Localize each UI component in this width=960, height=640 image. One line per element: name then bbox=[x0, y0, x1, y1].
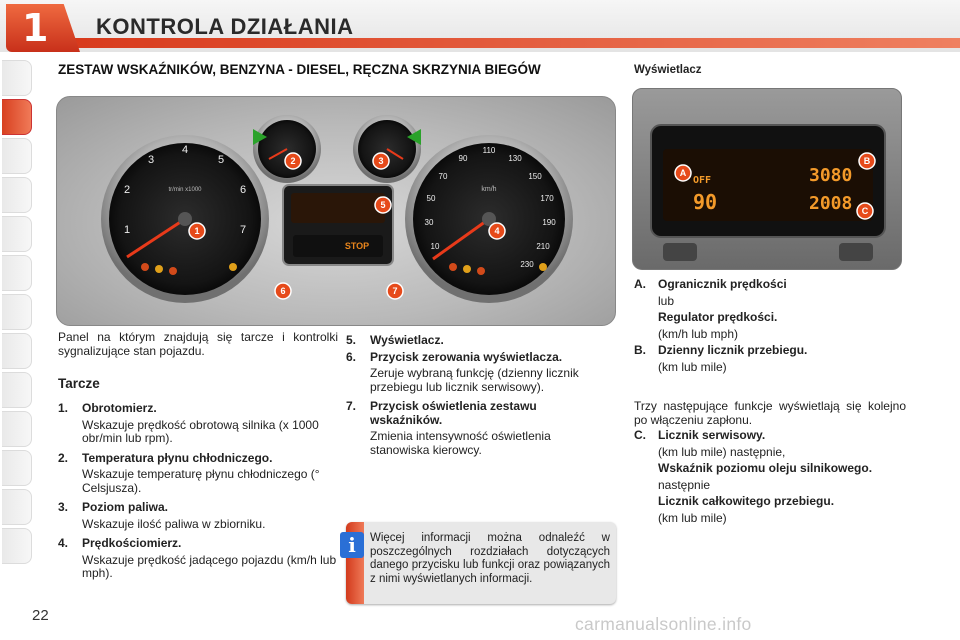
side-tab bbox=[2, 528, 32, 564]
off-text: OFF bbox=[693, 175, 712, 186]
center-warning-panel bbox=[293, 235, 383, 257]
tarcze-title: Tarcze bbox=[58, 376, 100, 391]
list-item-head: 4. Prędkościomierz. bbox=[58, 536, 182, 550]
legend-b-head: B. Dzienny licznik przebiegu. bbox=[634, 343, 808, 357]
side-tabs bbox=[0, 60, 36, 567]
info-icon: i bbox=[340, 532, 364, 558]
odo-value: 3080 bbox=[809, 165, 853, 186]
side-tab bbox=[2, 411, 32, 447]
callout-4-label: 4 bbox=[494, 226, 500, 236]
instrument-cluster-photo bbox=[56, 96, 616, 326]
callout-c-label: C bbox=[861, 206, 869, 216]
info-box bbox=[346, 522, 616, 604]
watermark: carmanualsonline.info bbox=[575, 614, 752, 634]
callout-5-label: 5 bbox=[380, 200, 386, 210]
tacho-unit: tr/min x1000 bbox=[168, 187, 202, 193]
legend-c-unit: (km lub mile) następnie, bbox=[658, 444, 786, 459]
chapter-number: 1 bbox=[22, 6, 49, 50]
speedo-tick: 10 bbox=[430, 242, 440, 251]
list-item-body: Zeruje wybraną funkcję (dzienny licznik przebiegu lub licznik serwisowy). bbox=[370, 366, 579, 394]
tacho-tick: 1 bbox=[123, 224, 131, 236]
list-item-head: 5. Wyświetlacz. bbox=[346, 333, 444, 347]
center-lcd bbox=[291, 193, 385, 223]
legend-c-next: następnie bbox=[658, 477, 711, 492]
speedo-tick: 110 bbox=[482, 146, 496, 155]
legend-b-unit: (km lub mile) bbox=[658, 359, 727, 374]
stop-readout: STOP bbox=[344, 241, 370, 251]
legend-a-head2: Regulator prędkości. bbox=[658, 310, 778, 324]
list-item-body: Wskazuje ilość paliwa w zbiorniku. bbox=[82, 516, 266, 531]
display-button-left bbox=[663, 243, 697, 261]
side-tab bbox=[2, 450, 32, 486]
side-tab bbox=[2, 255, 32, 291]
side-tab bbox=[2, 489, 32, 525]
speed-value: 90 bbox=[693, 190, 718, 214]
speedo-tick: 90 bbox=[458, 154, 468, 163]
speedo-tick: 50 bbox=[426, 194, 436, 203]
list-item-body: Wskazuje prędkość obrotową silnika (x 1000 obr/min lub rpm). bbox=[82, 417, 319, 445]
list-item-body: Wskazuje temperaturę płynu chłodniczego (° Celsjusza). bbox=[82, 467, 320, 495]
callout-b-label: B bbox=[863, 156, 871, 166]
section-title: ZESTAW WSKAŹNIKÓW, BENZYNA - DIESEL, RĘCZNA SKRZYNIA BIEGÓW bbox=[58, 62, 541, 77]
display-legend-ab bbox=[634, 278, 914, 377]
side-tab-active bbox=[2, 99, 32, 135]
intro-text: Panel na którym znajdują się tarcze i kontrolki sygnalizujące stan pojazdu. bbox=[58, 330, 338, 358]
list-item-head: 6. Przycisk zerowania wyświetlacza. bbox=[346, 349, 563, 364]
speedo-tick: 70 bbox=[438, 172, 448, 181]
display-legend-c bbox=[634, 429, 914, 528]
info-text: Więcej informacji można odnaleźć w poszczególnych rozdziałach dotyczących danego przycisku lub funkcji oraz powiązanych z nimi wyświetlanych informacji. bbox=[370, 532, 610, 585]
legend-c-head3: Licznik całkowitego przebiegu. bbox=[658, 494, 835, 508]
list-item-body: Wskazuje prędkość jadącego pojazdu (km/h lub mph). bbox=[82, 552, 337, 580]
speedo-tick: 150 bbox=[528, 172, 542, 181]
side-tab bbox=[2, 60, 32, 96]
speedo-unit: km/h bbox=[481, 186, 497, 193]
tacho-tick: 6 bbox=[239, 184, 247, 196]
list-item-body: Zmienia intensywność oświetlenia stanowiska kierowcy. bbox=[370, 429, 551, 457]
side-tab bbox=[2, 372, 32, 408]
list-item-head: 2. Temperatura płynu chłodniczego. bbox=[58, 450, 273, 465]
side-tab bbox=[2, 138, 32, 174]
display-heading: Wyświetlacz bbox=[634, 64, 702, 76]
side-tab bbox=[2, 294, 32, 330]
speedo-tick: 30 bbox=[424, 218, 434, 227]
tacho-tick: 4 bbox=[181, 144, 189, 156]
chapter-title: KONTROLA DZIAŁANIA bbox=[96, 14, 354, 39]
callout-6-label: 6 bbox=[280, 286, 286, 296]
tacho-tick: 7 bbox=[239, 224, 247, 236]
speedo-tick: 230 bbox=[520, 260, 534, 269]
cluster-illustration bbox=[57, 97, 616, 326]
legend-c-head2: Wskaźnik poziomu oleju silnikowego. bbox=[658, 461, 873, 475]
side-tab bbox=[2, 333, 32, 369]
list-item-head: 3. Poziom paliwa. bbox=[58, 500, 169, 514]
page-number: 22 bbox=[32, 607, 49, 624]
callout-3-label: 3 bbox=[378, 156, 384, 166]
tacho-hub bbox=[178, 212, 192, 226]
callout-2-label: 2 bbox=[290, 156, 296, 166]
speedo-tick: 130 bbox=[508, 154, 522, 163]
side-tab bbox=[2, 216, 32, 252]
legend-intro: Trzy następujące funkcje wyświetlają się kolejno po włączeniu zapłonu. bbox=[634, 399, 906, 427]
legend-c-head: C. Licznik serwisowy. bbox=[634, 428, 766, 442]
gauge-list bbox=[58, 402, 338, 587]
callout-a-label: A bbox=[679, 168, 687, 178]
tacho-tick: 3 bbox=[147, 154, 155, 166]
list-item-head: 1. Obrotomierz. bbox=[58, 401, 157, 415]
display-photo bbox=[632, 88, 902, 270]
display-button-right bbox=[839, 243, 873, 261]
control-list bbox=[346, 334, 611, 463]
speedo-tick: 190 bbox=[542, 218, 556, 227]
callout-7-label: 7 bbox=[392, 286, 398, 296]
legend-a-lub: lub bbox=[658, 293, 675, 308]
legend-a-unit: (km/h lub mph) bbox=[658, 326, 739, 341]
speedo-tick: 170 bbox=[540, 194, 554, 203]
list-item-head: 7. Przycisk oświetlenia zestawu wskaźników. bbox=[346, 399, 537, 427]
legend-c-unit2: (km lub mile) bbox=[658, 510, 727, 525]
tacho-tick: 5 bbox=[217, 154, 225, 166]
display-illustration bbox=[633, 89, 902, 270]
tacho-tick: 2 bbox=[123, 184, 131, 196]
side-tab bbox=[2, 177, 32, 213]
callout-1-label: 1 bbox=[194, 226, 200, 236]
speedo-tick: 210 bbox=[536, 242, 550, 251]
trip-value: 2008 bbox=[809, 193, 853, 214]
legend-a-head: A. Ogranicznik prędkości bbox=[634, 277, 787, 291]
